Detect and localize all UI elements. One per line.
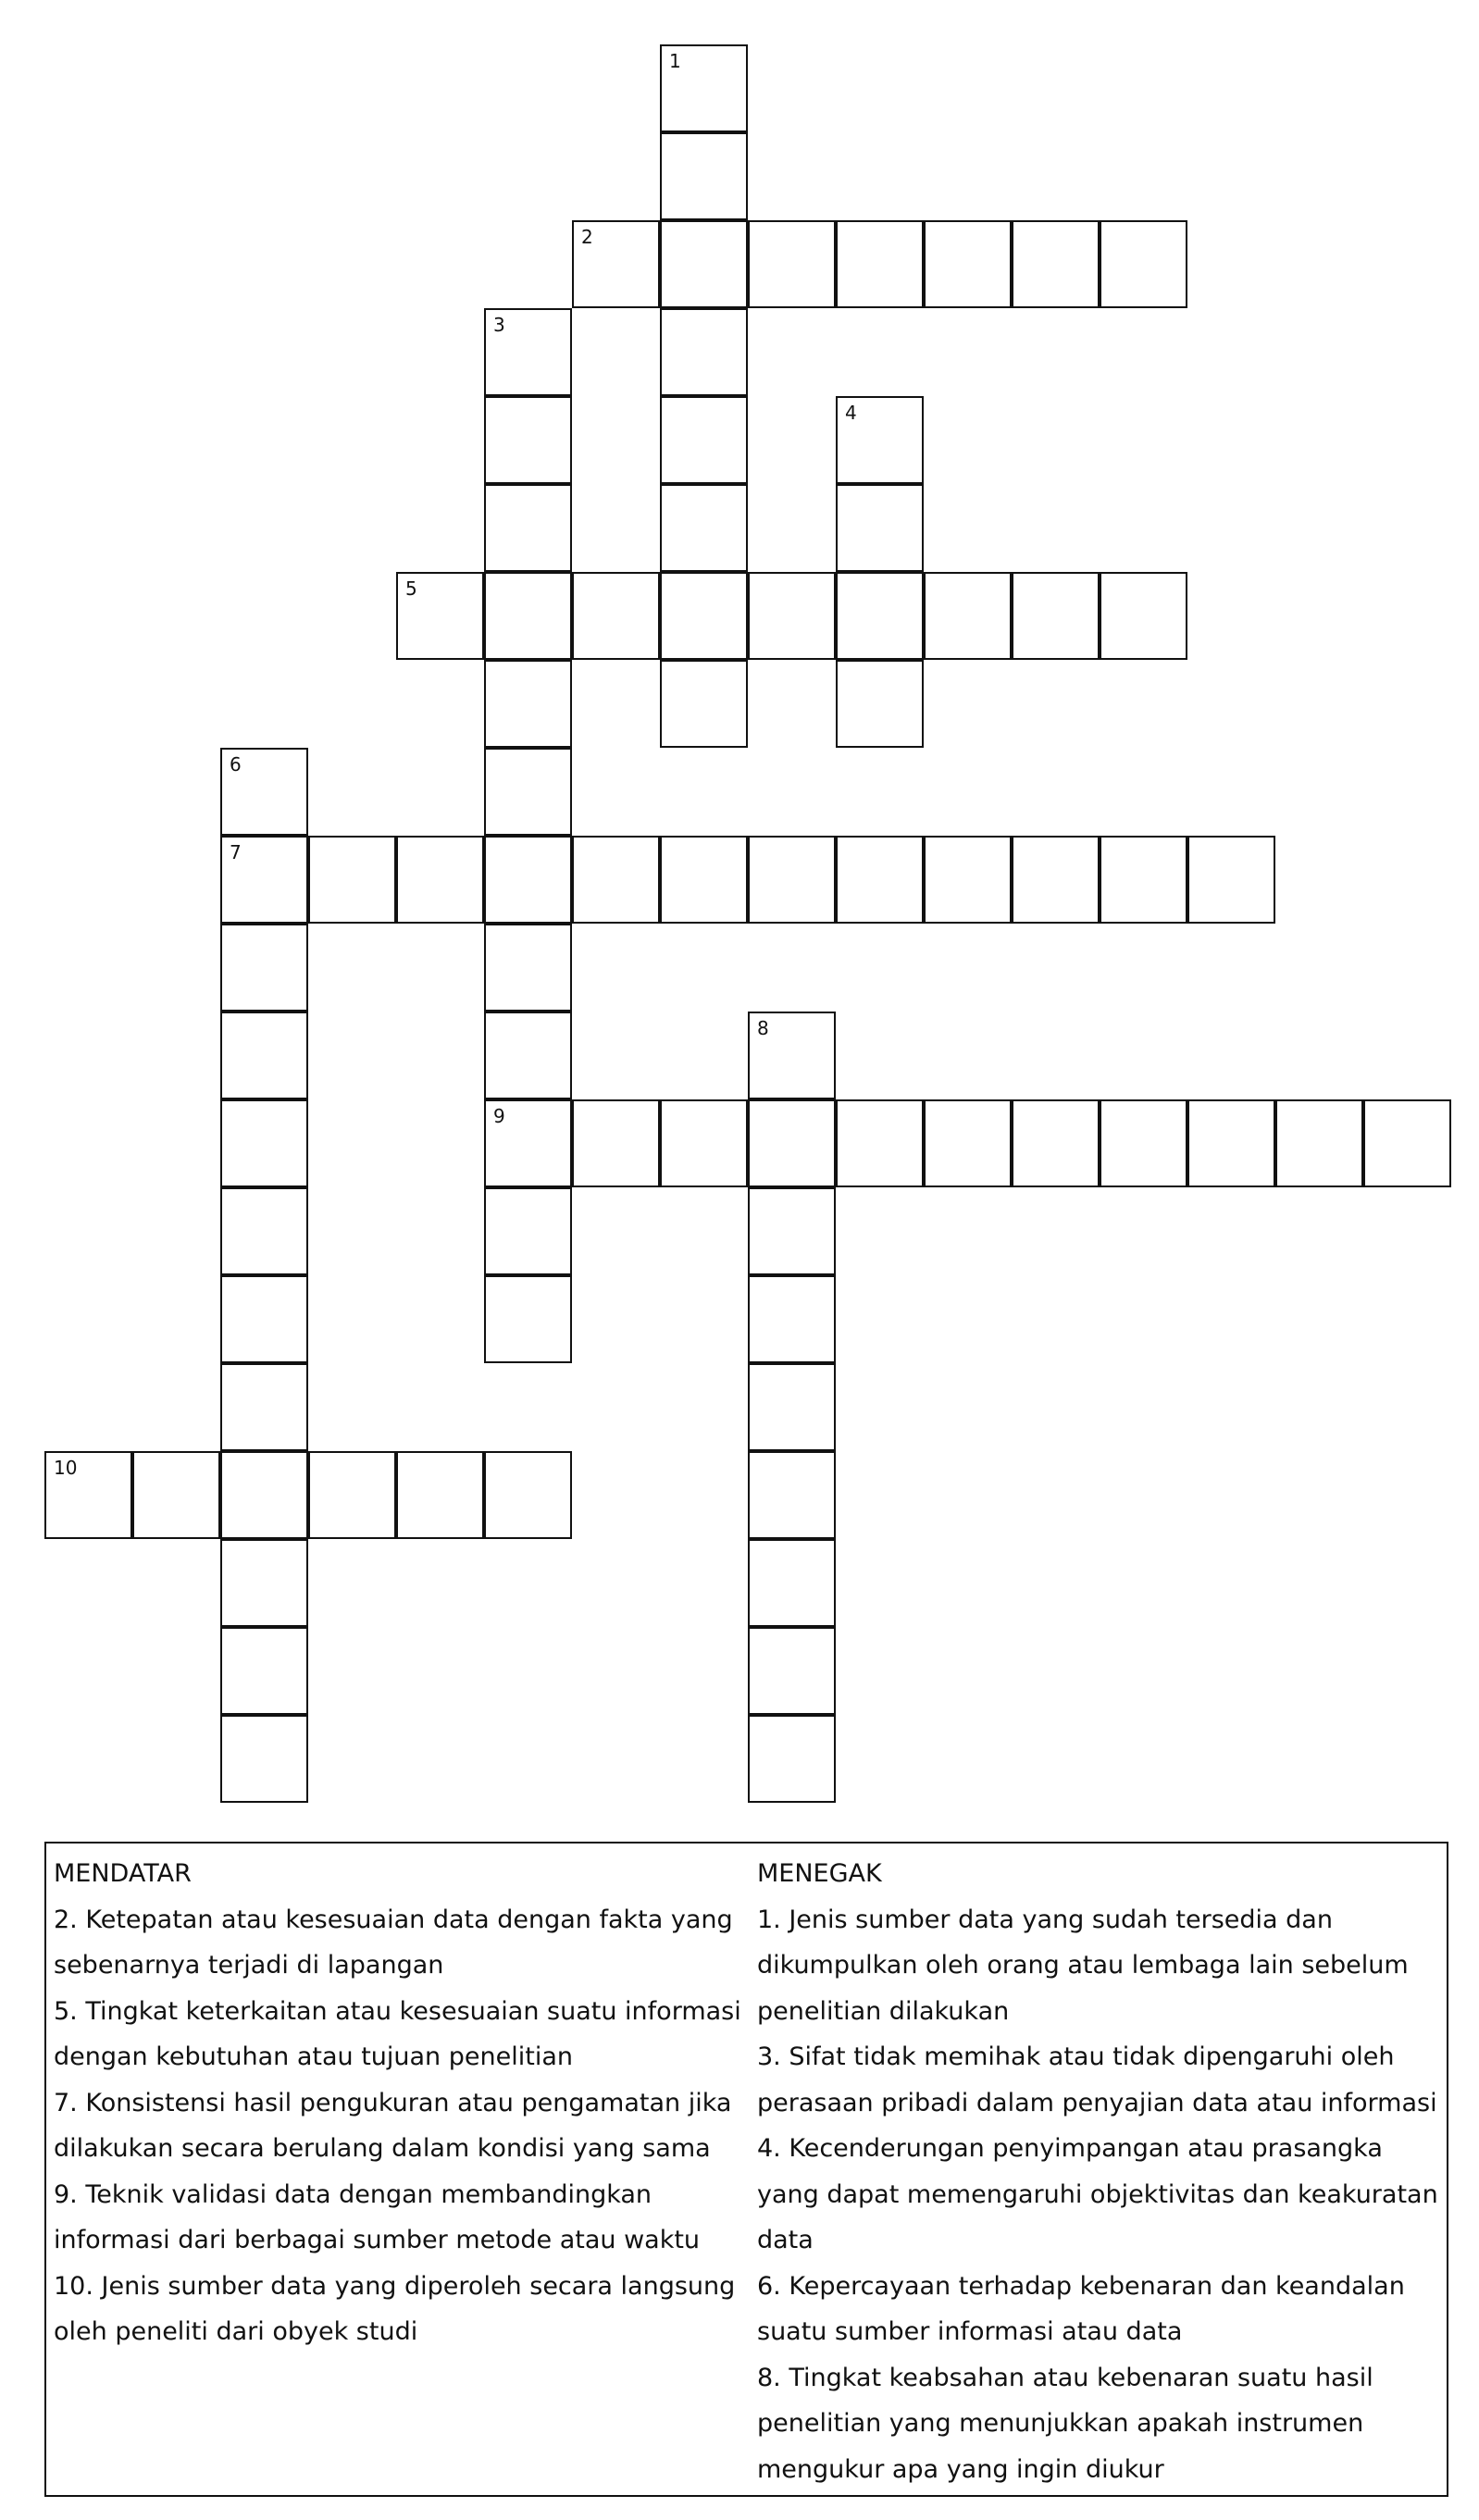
- grid-cell-2[interactable]: [572, 220, 660, 308]
- clue-number: 5: [405, 577, 417, 600]
- grid-cell[interactable]: [924, 220, 1012, 308]
- down-clue-3: 3. Sifat tidak memihak atau tidak dipengaruhi oleh perasaan pribadi dalam penyajian data atau informasi: [757, 2042, 1437, 2117]
- grid-cell-6[interactable]: [220, 748, 308, 836]
- across-clues: [54, 1851, 743, 2355]
- grid-cell[interactable]: [220, 1187, 308, 1275]
- grid-cell[interactable]: [484, 484, 572, 572]
- grid-cell[interactable]: [748, 1539, 836, 1627]
- grid-cell[interactable]: [660, 132, 748, 220]
- clue-number: 10: [54, 1457, 78, 1479]
- grid-cell[interactable]: [572, 836, 660, 924]
- grid-cell[interactable]: [484, 924, 572, 1012]
- grid-cell-1[interactable]: [660, 44, 748, 132]
- grid-cell-5[interactable]: [396, 572, 484, 660]
- grid-cell[interactable]: [836, 484, 924, 572]
- down-clue-1: 1. Jenis sumber data yang sudah tersedia dan dikumpulkan oleh orang atau lembaga lain sebelum penelitian dilakukan: [757, 1905, 1409, 2026]
- clues-box: [44, 1842, 1448, 2497]
- grid-cell[interactable]: [1363, 1099, 1451, 1187]
- grid-cell[interactable]: [748, 836, 836, 924]
- grid-cell[interactable]: [748, 1715, 836, 1803]
- grid-cell[interactable]: [220, 924, 308, 1012]
- grid-cell[interactable]: [660, 220, 748, 308]
- grid-cell-8[interactable]: [748, 1012, 836, 1099]
- grid-cell[interactable]: [484, 748, 572, 836]
- grid-cell[interactable]: [484, 1012, 572, 1099]
- grid-cell[interactable]: [748, 1627, 836, 1715]
- grid-cell[interactable]: [748, 220, 836, 308]
- grid-cell[interactable]: [1012, 220, 1100, 308]
- across-clue-5: 5. Tingkat keterkaitan atau kesesuaian suatu informasi dengan kebutuhan atau tujuan penelitian: [54, 1996, 741, 2071]
- grid-cell[interactable]: [484, 1187, 572, 1275]
- grid-cell-3[interactable]: [484, 308, 572, 396]
- grid-cell[interactable]: [660, 572, 748, 660]
- clue-number: 9: [493, 1105, 505, 1127]
- grid-cell[interactable]: [1100, 836, 1187, 924]
- grid-cell[interactable]: [484, 1451, 572, 1539]
- grid-cell[interactable]: [1187, 1099, 1275, 1187]
- grid-cell[interactable]: [836, 836, 924, 924]
- across-heading: MENDATAR: [54, 1859, 192, 1888]
- clue-number: 2: [581, 226, 593, 248]
- grid-cell[interactable]: [748, 1363, 836, 1451]
- grid-cell[interactable]: [1012, 1099, 1100, 1187]
- across-clue-10: 10. Jenis sumber data yang diperoleh secara langsung oleh peneliti dari obyek studi: [54, 2271, 736, 2346]
- grid-cell[interactable]: [484, 836, 572, 924]
- clue-number: 1: [669, 50, 681, 72]
- grid-cell-4[interactable]: [836, 396, 924, 484]
- grid-cell[interactable]: [220, 1715, 308, 1803]
- grid-cell[interactable]: [132, 1451, 220, 1539]
- across-clue-7: 7. Konsistensi hasil pengukuran atau pengamatan jika dilakukan secara berulang dalam kondisi yang sama: [54, 2088, 732, 2163]
- grid-cell[interactable]: [484, 572, 572, 660]
- grid-cell[interactable]: [220, 1539, 308, 1627]
- clue-number: 8: [757, 1017, 769, 1039]
- grid-cell[interactable]: [484, 1275, 572, 1363]
- grid-cell[interactable]: [396, 836, 484, 924]
- grid-cell[interactable]: [748, 1451, 836, 1539]
- grid-cell[interactable]: [1012, 836, 1100, 924]
- down-clues: [757, 1851, 1442, 2492]
- grid-cell[interactable]: [1100, 1099, 1187, 1187]
- grid-cell[interactable]: [220, 1012, 308, 1099]
- grid-cell[interactable]: [220, 1275, 308, 1363]
- grid-cell[interactable]: [484, 660, 572, 748]
- down-clue-4: 4. Kecenderungan penyimpangan atau prasangka yang dapat memengaruhi objektivitas dan keakuratan data: [757, 2134, 1438, 2254]
- grid-cell[interactable]: [660, 1099, 748, 1187]
- grid-cell[interactable]: [308, 1451, 396, 1539]
- grid-cell[interactable]: [660, 660, 748, 748]
- grid-cell[interactable]: [748, 1099, 836, 1187]
- across-clue-2: 2. Ketepatan atau kesesuaian data dengan fakta yang sebenarnya terjadi di lapangan: [54, 1905, 733, 1980]
- clue-number: 4: [845, 402, 857, 424]
- grid-cell[interactable]: [748, 1275, 836, 1363]
- grid-cell[interactable]: [484, 396, 572, 484]
- grid-cell[interactable]: [396, 1451, 484, 1539]
- grid-cell-9[interactable]: [484, 1099, 572, 1187]
- grid-cell[interactable]: [660, 484, 748, 572]
- down-heading: MENEGAK: [757, 1859, 882, 1888]
- grid-cell[interactable]: [1275, 1099, 1363, 1187]
- grid-cell[interactable]: [1187, 836, 1275, 924]
- grid-cell[interactable]: [660, 396, 748, 484]
- grid-cell[interactable]: [836, 220, 924, 308]
- down-clue-8: 8. Tingkat keabsahan atau kebenaran suatu hasil penelitian yang menunjukkan apakah instrumen mengukur apa yang ingin diukur: [757, 2363, 1373, 2484]
- grid-cell[interactable]: [1100, 572, 1187, 660]
- grid-cell[interactable]: [308, 836, 396, 924]
- clue-number: 3: [493, 314, 505, 336]
- grid-cell[interactable]: [572, 1099, 660, 1187]
- clue-number: 7: [230, 841, 242, 863]
- grid-cell[interactable]: [836, 572, 924, 660]
- grid-cell[interactable]: [924, 1099, 1012, 1187]
- grid-cell[interactable]: [220, 1451, 308, 1539]
- grid-cell[interactable]: [572, 572, 660, 660]
- grid-cell[interactable]: [1100, 220, 1187, 308]
- grid-cell[interactable]: [836, 1099, 924, 1187]
- grid-cell[interactable]: [1012, 572, 1100, 660]
- grid-cell-7[interactable]: [220, 836, 308, 924]
- grid-cell[interactable]: [660, 308, 748, 396]
- clue-number: 6: [230, 753, 242, 776]
- grid-cell[interactable]: [660, 836, 748, 924]
- grid-cell-10[interactable]: [44, 1451, 132, 1539]
- grid-cell[interactable]: [836, 660, 924, 748]
- across-clue-9: 9. Teknik validasi data dengan membandingkan informasi dari berbagai sumber metode atau waktu: [54, 2179, 701, 2254]
- grid-cell[interactable]: [220, 1363, 308, 1451]
- down-clue-6: 6. Kepercayaan terhadap kebenaran dan keandalan suatu sumber informasi atau data: [757, 2271, 1405, 2346]
- grid-cell[interactable]: [924, 836, 1012, 924]
- grid-cell[interactable]: [220, 1099, 308, 1187]
- grid-cell[interactable]: [748, 572, 836, 660]
- grid-cell[interactable]: [220, 1627, 308, 1715]
- grid-cell[interactable]: [924, 572, 1012, 660]
- grid-cell[interactable]: [748, 1187, 836, 1275]
